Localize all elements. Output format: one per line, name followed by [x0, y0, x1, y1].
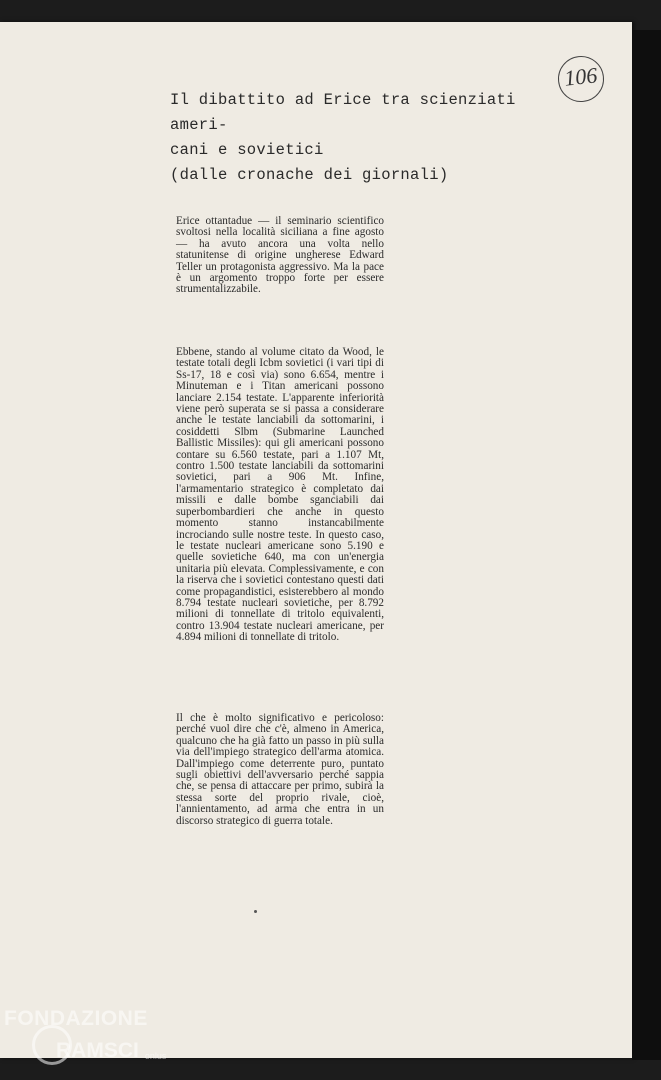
article-paragraph: Il che è molto significativo e pericoloso: perché vuol dire che c'è, almeno in America, qualcuno che ha già fatto un passo in più sulla via dell'impiego strategico dell'arma atomica. Dall'impiego come deterrente puro, puntato sugli obiettivi dell'avversario perché sappia che, se pensa di attaccare per primo, subirà la stessa sorte del proprio rivale, cioè, l'annientamento, ad arma che entra in un discorso strategico di guerra totale. — [176, 712, 384, 827]
article-paragraph: Erice ottantadue — il seminario scientifico svoltosi nella località siciliana a fine agosto — ha avuto ancora una volta nello statunitense di origine ungherese Edward Teller un protagonista aggressivo. Ma la pace è un argomento troppo forte per essere strumentalizzabile. — [176, 215, 384, 296]
page-number: 106 — [556, 54, 607, 105]
ink-dot — [254, 910, 257, 913]
article-paragraph: Ebbene, stando al volume citato da Wood, le testate totali degli Icbm sovietici (i vari tipi di Ss-17, 18 e così via) sono 6.654, mentre i Minuteman e i Titan americani possono lanciare 2.154 testate. L'apparente inferiorità viene però superata se si passa a considerare anche le testate lanciabili da sottomarini, i cosiddetti Slbm (Submarine Launched Ballistic Missiles): qui gli americani possono contare su 6.560 testate, pari a 1.107 Mt, contro 1.500 testate lanciabili da sottomarini sovietici, pari a 906 Mt. Infine, l'armamentario strategico è completato dai missili e dalle bombe sganciabili dai superbombardieri che anche in questo momento stanno instancabilmente incrociando sulle nostre teste. In questo caso, le testate nucleari americane sono 5.190 e quelle sovietiche 640, ma con un'energia unitaria più elevata. Complessivamente, e con la riserva che i sovietici contestano questi dati come propagandistici, esisterebbero al mondo 8.794 testate nucleari sovietiche, per 8.792 milioni di tonnellate di tritolo equivalenti, contro 13.904 testate nucleari americane, per 4.894 milioni di tonnellate di tritolo. — [176, 346, 384, 644]
background-strip — [632, 30, 661, 1060]
watermark-logo — [4, 1008, 166, 1065]
watermark-line2: RAMSCI — [56, 1038, 139, 1062]
watermark-line1: FONDAZIONE — [4, 1007, 148, 1030]
document-title: Il dibattito ad Erice tra scienziati ameri- cani e sovietici (dalle cronache dei giornali) — [170, 91, 516, 184]
watermark-suffix: onlus — [144, 1050, 167, 1061]
